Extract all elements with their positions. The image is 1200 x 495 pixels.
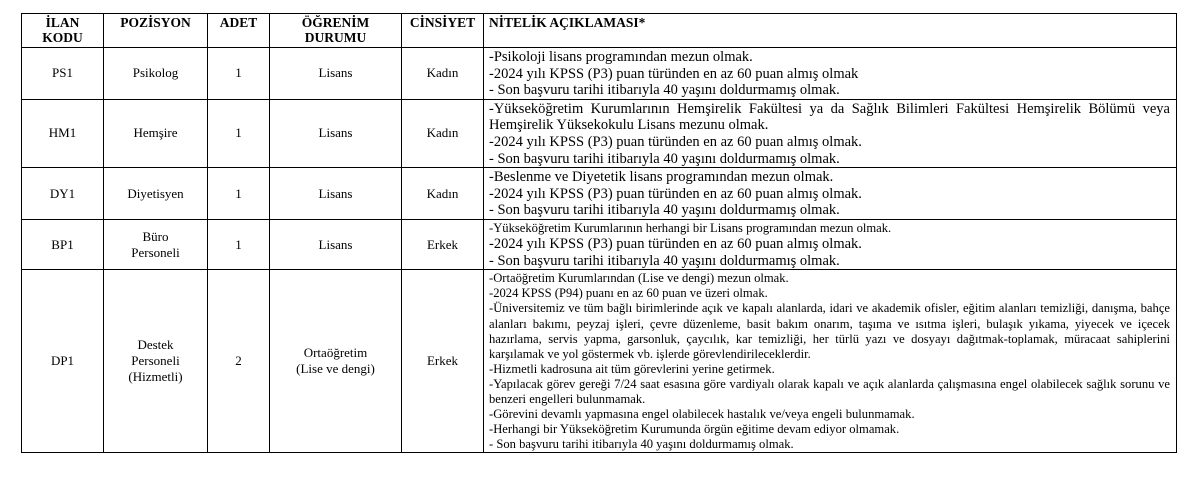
table-row (22, 48, 1177, 100)
pozisyon-line2: Personeli (131, 353, 180, 369)
requirement-line: -Yükseköğretim Kurumlarının Hemşirelik Fakültesi ya da Sağlık Bilimleri Fakültesi Hemşirelik Bölümü veya Hemşirelik Yüksekokulu Lisans mezunu olmak. (489, 100, 1170, 134)
header-ogrenim-durumu (270, 14, 402, 48)
cell-ogrenim (270, 270, 402, 453)
cell-cinsiyet: Erkek (402, 270, 484, 453)
cell-adet: 1 (208, 219, 270, 269)
header-cinsiyet: CİNSİYET (402, 14, 484, 48)
cell-ilan-kodu: DY1 (22, 168, 104, 220)
cell-cinsiyet: Kadın (402, 99, 484, 167)
cell-adet: 1 (208, 48, 270, 100)
ogrenim-line2: (Lise ve dengi) (296, 361, 375, 377)
ogrenim-line1: Ortaöğretim (303, 345, 368, 361)
requirement-line: -Üniversitemiz ve tüm bağlı birimlerinde açık ve kapalı alanlarda, idari ve akademik ofisler, eğitim alanları temizliği, danışma, bahçe alanları bakımı, peyzaj işleri, çevre düzenleme, basit bakım onarım, taşıma ve ısıtma işleri, bulaşık yıkama, yiyecek ve içecek hazırlama, servis yapma, garsonluk, çaycılık, kar temizliği, her türlü yazı ve dosyayı dağıtmak-toplamak, müracaat sahiplerini karşılamak ve yol göstermek vb. işlerde görevlendirileceklerdir. (489, 301, 1170, 361)
requirement-line (489, 221, 1170, 236)
header-adet: ADET (208, 14, 270, 48)
requirement-line: -2024 yılı KPSS (P3) puan türünden en az 60 puan almış olmak. (489, 185, 862, 202)
header-nitelik-aciklamasi: NİTELİK AÇIKLAMASI* (484, 14, 1177, 48)
requirement-line: -Hizmetli kadrosuna ait tüm görevlerini yerine getirmek. (489, 361, 775, 376)
cell-ogrenim: Lisans (270, 99, 402, 167)
cell-pozisyon: Psikolog (104, 48, 208, 100)
cell-ilan-kodu: DP1 (22, 270, 104, 453)
cell-cinsiyet: Kadın (402, 48, 484, 100)
job-listing-table (21, 13, 1177, 453)
cell-cinsiyet: Erkek (402, 219, 484, 269)
cell-pozisyon: Hemşire (104, 99, 208, 167)
cell-adet: 1 (208, 99, 270, 167)
pozisyon-line3: (Hizmetli) (128, 369, 183, 385)
job-listing-document (21, 13, 1176, 453)
header-ilan-kodu-line1: İLAN (45, 15, 80, 30)
table-row (22, 270, 1177, 453)
pozisyon-line1: Büro (142, 228, 169, 244)
requirement-line: -2024 KPSS (P94) puanı en az 60 puan ve üzeri olmak. (489, 286, 768, 301)
cell-nitelik (484, 99, 1177, 167)
requirement-line: - Son başvuru tarihi itibarıyla 40 yaşını doldurmamış olmak. (489, 252, 840, 269)
cell-nitelik (484, 219, 1177, 269)
cell-ogrenim: Lisans (270, 168, 402, 220)
header-ilan-kodu (22, 14, 104, 48)
header-ogrenim-line1: ÖĞRENİM (301, 15, 370, 30)
cell-pozisyon (104, 270, 208, 453)
pozisyon-line2: Personeli (131, 244, 180, 260)
cell-pozisyon: Diyetisyen (104, 168, 208, 220)
cell-ogrenim: Lisans (270, 48, 402, 100)
requirement-line: - Son başvuru tarihi itibarıyla 40 yaşını doldurmamış olmak. (489, 437, 794, 452)
pozisyon-line1: Destek (137, 337, 174, 353)
cell-nitelik (484, 48, 1177, 100)
cell-adet: 1 (208, 168, 270, 220)
header-ilan-kodu-line2: KODU (42, 30, 83, 45)
requirement-line: -2024 yılı KPSS (P3) puan türünden en az 60 puan almış olmak (489, 65, 859, 82)
cell-nitelik (484, 270, 1177, 453)
cell-cinsiyet: Kadın (402, 168, 484, 220)
header-ogrenim-line2: DURUMU (304, 30, 367, 45)
cell-adet: 2 (208, 270, 270, 453)
requirement-line: - Son başvuru tarihi itibarıyla 40 yaşını doldurmamış olmak. (489, 82, 840, 99)
table-row (22, 99, 1177, 167)
table-header-row (22, 14, 1177, 48)
cell-ilan-kodu: PS1 (22, 48, 104, 100)
requirement-line: - Son başvuru tarihi itibarıyla 40 yaşını doldurmamış olmak. (489, 150, 840, 167)
requirement-line: -Beslenme ve Diyetetik lisans programından mezun olmak. (489, 169, 834, 186)
requirement-line: -2024 yılı KPSS (P3) puan türünden en az 60 puan almış olmak. (489, 133, 862, 150)
requirement-text: -Yükseköğretim Kurumlarının herhangi bir Lisans programından mezun olmak. (489, 220, 892, 235)
cell-ilan-kodu: HM1 (22, 99, 104, 167)
cell-ilan-kodu: BP1 (22, 219, 104, 269)
cell-pozisyon (104, 219, 208, 269)
cell-nitelik (484, 168, 1177, 220)
table-row (22, 168, 1177, 220)
requirement-line: -Yapılacak görev gereği 7/24 saat esasına göre vardiyalı olarak kapalı ve açık alanlarda çalışmasına engel olabilecek sağlık sorunu ve benzeri engelleri bulunmamak. (489, 376, 1170, 406)
requirement-line: -Psikoloji lisans programından mezun olmak. (489, 49, 753, 65)
requirement-line: - Son başvuru tarihi itibarıyla 40 yaşını doldurmamış olmak. (489, 202, 840, 219)
requirement-line: -Ortaöğretim Kurumlarından (Lise ve dengi) mezun olmak. (489, 271, 789, 286)
table-row (22, 219, 1177, 269)
requirement-line: -Herhangi bir Yükseköğretim Kurumunda örgün eğitime devam ediyor olmamak. (489, 422, 900, 437)
cell-ogrenim: Lisans (270, 219, 402, 269)
requirement-line: -Görevini devamlı yapmasına engel olabilecek hastalık ve/veya engeli bulunmamak. (489, 407, 915, 422)
header-pozisyon: POZİSYON (104, 14, 208, 48)
requirement-line: -2024 yılı KPSS (P3) puan türünden en az 60 puan almış olmak. (489, 236, 862, 253)
